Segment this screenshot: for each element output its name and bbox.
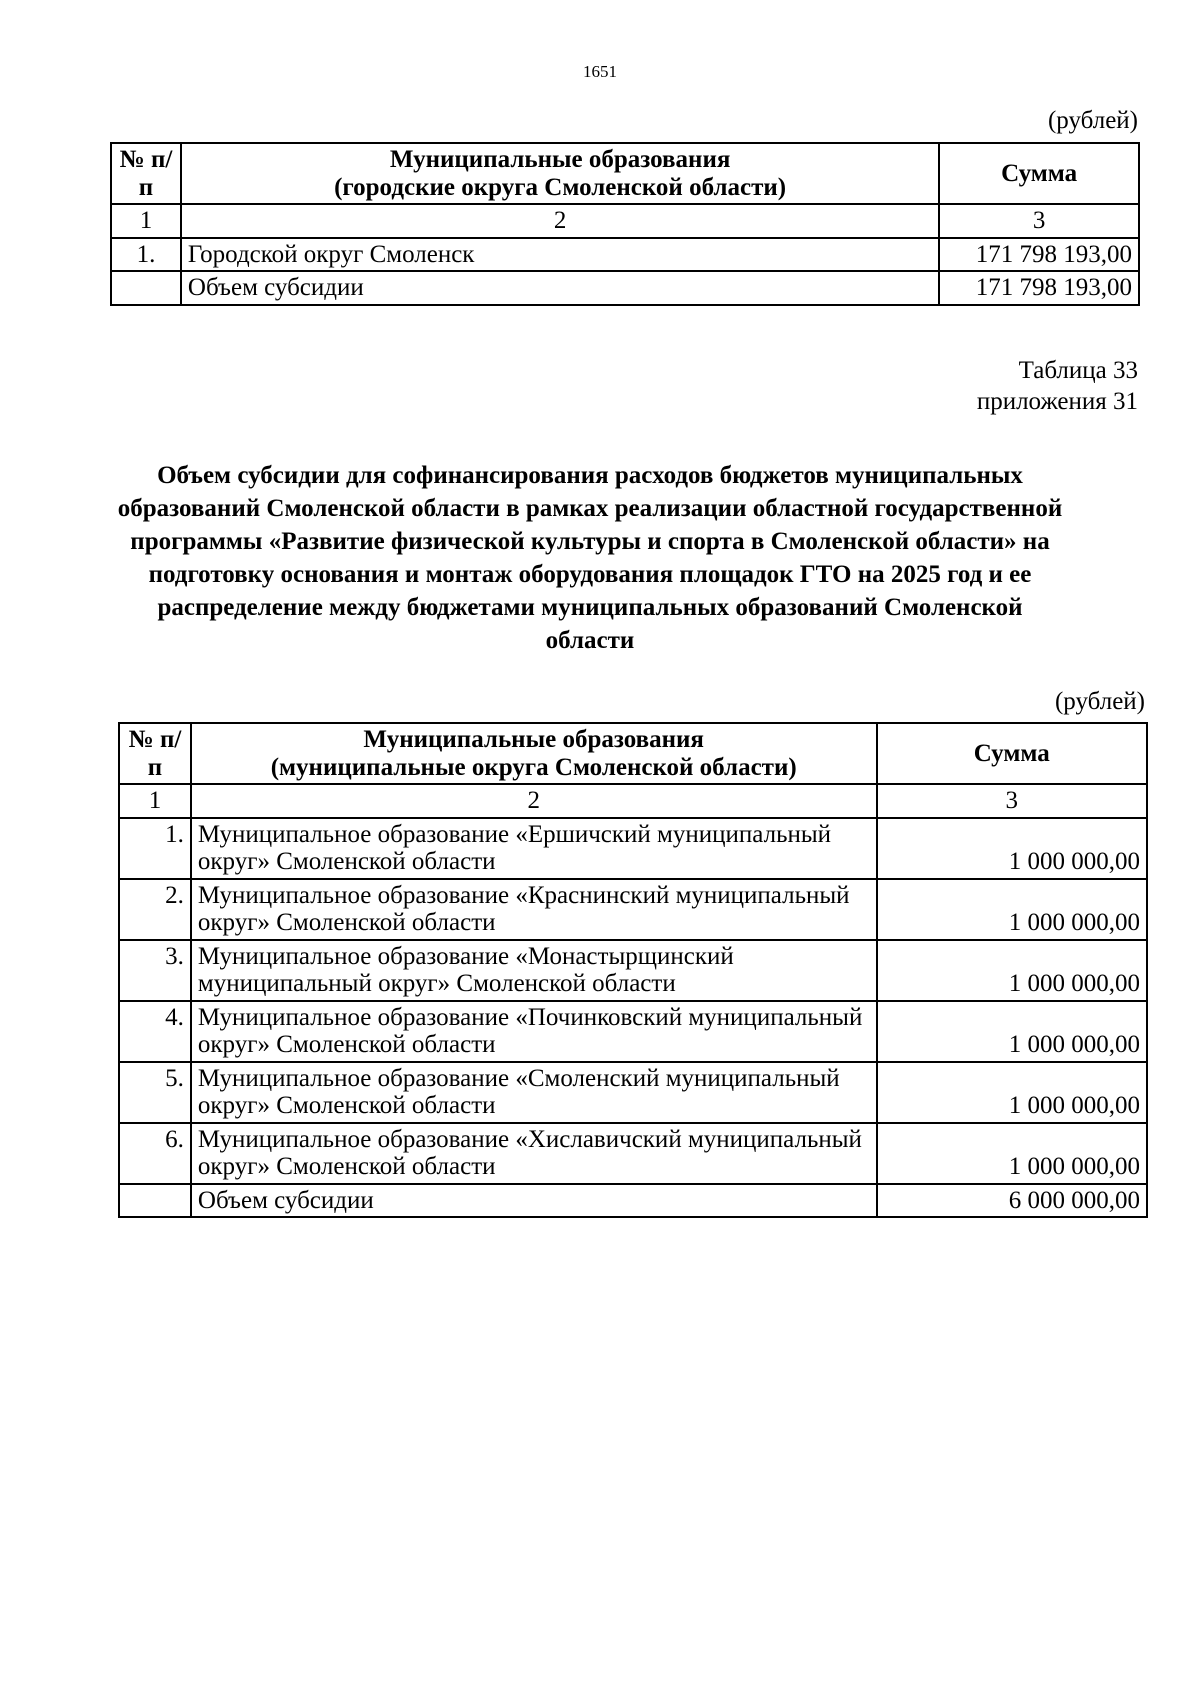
row-name: Муниципальное образование «Монастырщинский муниципальный округ» Смоленской области — [191, 940, 877, 1001]
table-row — [119, 1123, 1147, 1184]
row-name: Муниципальное образование «Хиславичский муниципальный округ» Смоленской области — [191, 1123, 877, 1184]
row-sum: 1 000 000,00 — [877, 940, 1147, 1001]
row-sum: 1 000 000,00 — [877, 818, 1147, 879]
units-label-1: (рублей) — [1047, 107, 1138, 134]
table-row — [119, 879, 1147, 940]
table-row — [119, 1062, 1147, 1123]
col-number: 1 — [119, 784, 191, 818]
header-name-line2: (городские округа Смоленской области) — [334, 173, 787, 201]
row-name: Городской округ Смоленск — [181, 238, 939, 272]
row-num: 4. — [119, 1001, 191, 1062]
row-num: 2. — [119, 879, 191, 940]
units-label-2: (рублей) — [1054, 688, 1145, 715]
header-num: № п/п — [111, 143, 181, 204]
total-label: Объем субсидии — [181, 271, 939, 305]
table-caption — [977, 355, 1138, 417]
table-row — [119, 940, 1147, 1001]
header-sum: Сумма — [877, 723, 1147, 784]
row-num: 5. — [119, 1062, 191, 1123]
row-num: 1. — [111, 238, 181, 272]
row-sum: 1 000 000,00 — [877, 879, 1147, 940]
table-row — [111, 238, 1139, 272]
total-row — [119, 1184, 1147, 1218]
table-header-row — [111, 143, 1139, 204]
document-heading: Объем субсидии для софинансирования расходов бюджетов муниципальных образований Смоленской области в рамках реализации областной государственной программы «Развитие физической культуры и спорта в Смоленской области» на подготовку основания и монтаж оборудования площадок ГТО на 2025 год и ее распределение между бюджетами муниципальных образований Смоленской области — [117, 462, 1063, 654]
header-name-line2: (муниципальные округа Смоленской области) — [270, 753, 797, 781]
total-sum: 171 798 193,00 — [939, 271, 1139, 305]
col-number: 1 — [111, 204, 181, 238]
table-row — [119, 818, 1147, 879]
row-sum: 1 000 000,00 — [877, 1123, 1147, 1184]
caption-line2: приложения 31 — [976, 388, 1138, 415]
header-name — [181, 143, 939, 204]
table-municipal-districts — [118, 722, 1148, 1218]
total-num — [111, 271, 181, 305]
row-sum: 1 000 000,00 — [877, 1062, 1147, 1123]
header-name — [191, 723, 877, 784]
total-sum: 6 000 000,00 — [877, 1184, 1147, 1218]
row-sum: 1 000 000,00 — [877, 1001, 1147, 1062]
row-name: Муниципальное образование «Смоленский муниципальный округ» Смоленской области — [191, 1062, 877, 1123]
total-num — [119, 1184, 191, 1218]
total-row — [111, 271, 1139, 305]
col-number: 2 — [181, 204, 939, 238]
header-name-line1: Муниципальные образования — [363, 726, 704, 753]
column-number-row — [119, 784, 1147, 818]
row-num: 1. — [119, 818, 191, 879]
row-name: Муниципальное образование «Починковский муниципальный округ» Смоленской области — [191, 1001, 877, 1062]
header-name-line1: Муниципальные образования — [389, 146, 731, 173]
col-number: 2 — [191, 784, 877, 818]
table-city-districts — [110, 142, 1140, 306]
row-num: 6. — [119, 1123, 191, 1184]
header-sum: Сумма — [939, 143, 1139, 204]
row-name: Муниципальное образование «Ершичский муниципальный округ» Смоленской области — [191, 818, 877, 879]
column-number-row — [111, 204, 1139, 238]
col-number: 3 — [877, 784, 1147, 818]
page-number: 1651 — [583, 62, 617, 81]
row-num: 3. — [119, 940, 191, 1001]
row-sum: 171 798 193,00 — [939, 238, 1139, 272]
header-num: № п/п — [119, 723, 191, 784]
total-label: Объем субсидии — [191, 1184, 877, 1218]
col-number: 3 — [939, 204, 1139, 238]
caption-line1: Таблица 33 — [1018, 357, 1138, 384]
table-row — [119, 1001, 1147, 1062]
row-name: Муниципальное образование «Краснинский муниципальный округ» Смоленской области — [191, 879, 877, 940]
table-header-row — [119, 723, 1147, 784]
